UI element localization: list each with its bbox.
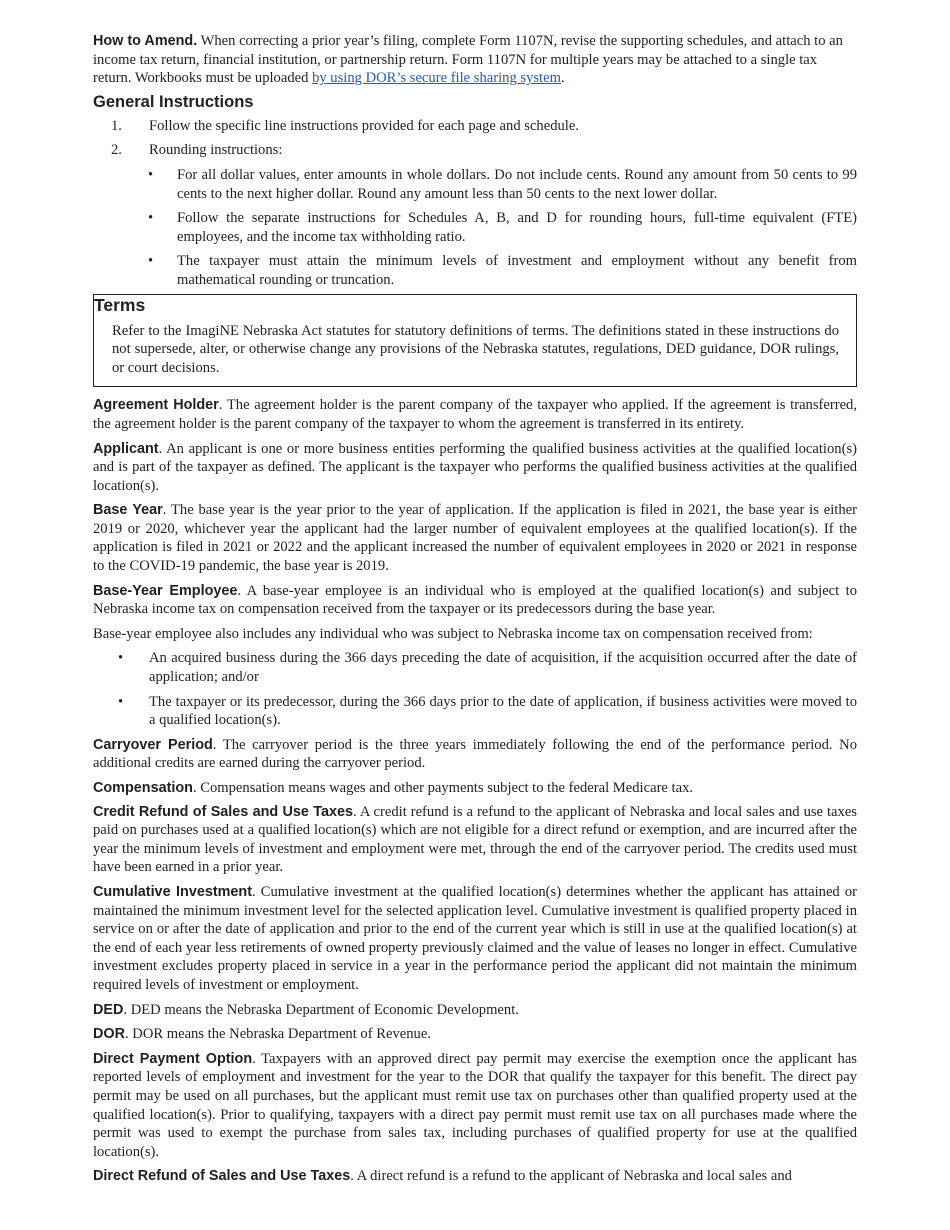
numbered-item-2: 2. Rounding instructions:: [111, 142, 283, 159]
def-base-year-employee: Base-Year Employee. A base-year employee is an individual who is employed at the qualified location(s) and subject to Nebraska income tax on compensation received from the taxpayer or its predecessors during the base year.: [93, 582, 857, 618]
secure-file-sharing-link[interactable]: by using DOR’s secure file sharing system: [312, 70, 561, 87]
base-year-bullet-1: • An acquired business during the 366 days preceding the date of acquisition, if the acquisition occurred after the date of application; and/or: [118, 650, 857, 686]
rounding-bullet-3: • The taxpayer must attain the minimum levels of investment and employment without any benefit from mathematical rounding or truncation.: [148, 253, 857, 288]
base-year-bullet-2: • The taxpayer or its predecessor, during the 366 days prior to the date of application, if business activities were moved to a qualified location(s).: [118, 693, 857, 729]
def-dor: DOR. DOR means the Nebraska Department of Revenue.: [93, 1026, 431, 1043]
how-to-amend-paragraph: How to Amend. When correcting a prior year’s filing, complete Form 1107N, revise the supporting schedules, and attach to an income tax return, financial institution, or partnership return. Form 1107N for multiple years may be attached to a single tax return. Workbooks must be uploaded by using DOR’s secure file sharing system.: [93, 33, 843, 87]
def-agreement-holder: Agreement Holder. The agreement holder is the parent company of the taxpayer who applied. If the agreement is transferred, the agreement holder is the parent company of the taxpayer to whom the agreement is transferred in its entirety.: [93, 397, 858, 432]
def-credit-refund: Credit Refund of Sales and Use Taxes. A credit refund is a refund to the applicant of Nebraska and local sales and use taxes paid on purchases used at a qualified location(s) which are not eligible for a direct refund or exemption, and are incurred after the year the minimum levels of investment and employment were met, through the end of the carryover period. The credits used must have been earned in a prior year.: [93, 803, 857, 876]
terms-heading: Terms: [94, 294, 146, 315]
def-applicant: Applicant. An applicant is one or more business entities performing the qualified business activities at the qualified location(s) and is part of the taxpayer as defined. The applicant is the taxpayer who performs the qualified business activities at the qualified location(s).: [93, 440, 857, 494]
def-compensation: Compensation. Compensation means wages and other payments subject to the federal Medicare tax.: [93, 780, 694, 796]
def-carryover-period: Carryover Period. The carryover period is the three years immediately following the end of the performance period. No additional credits are earned during the carryover period.: [93, 736, 858, 772]
terms-box: [93, 294, 857, 388]
rounding-bullet-2: • Follow the separate instructions for Schedules A, B, and D for rounding hours, full-time equivalent (FTE) employees, and the income tax withholding ratio.: [148, 210, 857, 245]
base-year-employee-also: Base-year employee also includes any individual who was subject to Nebraska income tax on compensation received from:: [93, 625, 813, 642]
def-direct-payment-option: Direct Payment Option. Taxpayers with an approved direct pay permit may exercise the exemption once the applicant has reported levels of employment and investment for the year to the DOR that qualify the taxpayer for this benefit. The direct pay permit may be used on all purchases, but the applicant must remit use tax on purchases other than qualified property used at the qualified location(s). Prior to qualifying, taxpayers with a direct pay permit must remit use tax on all purchases made where the permit was used to exempt the purchase from sales tax, including purchases of qualified property for use at the qualified location(s).: [93, 1050, 857, 1160]
document-page: [93, 32, 857, 1186]
general-instructions-heading: General Instructions: [93, 92, 254, 111]
numbered-item-1: 1. Follow the specific line instructions provided for each page and schedule.: [111, 117, 579, 134]
rounding-bullet-1: • For all dollar values, enter amounts in whole dollars. Do not include cents. Round any amount from 50 cents to 99 cents to the next higher dollar. Round any amount less than 50 cents to the next lower dollar.: [148, 166, 857, 202]
how-to-amend-heading: How to Amend.: [93, 33, 198, 49]
def-base-year: Base Year. The base year is the year prior to the year of application. If the application is filed in 2021, the base year is either 2019 or 2020, whichever year the applicant had the larger number of equivalent employees at the qualified location(s). If the application is filed in 2021 or 2022 and the applicant increased the number of equivalent employees in 2020 or 2021 in response to the COVID-19 pandemic, the base year is 2019.: [93, 502, 857, 575]
def-cumulative-investment: Cumulative Investment. Cumulative investment at the qualified location(s) determines whether the applicant has attained or maintained the minimum investment level for the selected application level. Cumulative investment is qualified property placed in service on or after the date of application and prior to the end of the current year which is still in use at the qualified location(s) at the end of each year less retirements of owned property previously claimed and the value of leases no longer in effect. Cumulative investment excludes property placed in service in a year in the performance period the applicant did not maintain the minimum required levels of investment or employment.: [93, 883, 857, 993]
def-ded: DED. DED means the Nebraska Department of Economic Development.: [93, 1001, 519, 1018]
terms-text: Refer to the ImagiNE Nebraska Act statutes for statutory definitions of terms. The definitions stated in these instructions do not supersede, alter, or otherwise change any provisions of the Nebraska statutes, regulations, DED guidance, DOR rulings, or court decisions.: [112, 322, 839, 376]
def-direct-refund: Direct Refund of Sales and Use Taxes. A direct refund is a refund to the applicant of Nebraska and local sales and: [93, 1168, 792, 1185]
